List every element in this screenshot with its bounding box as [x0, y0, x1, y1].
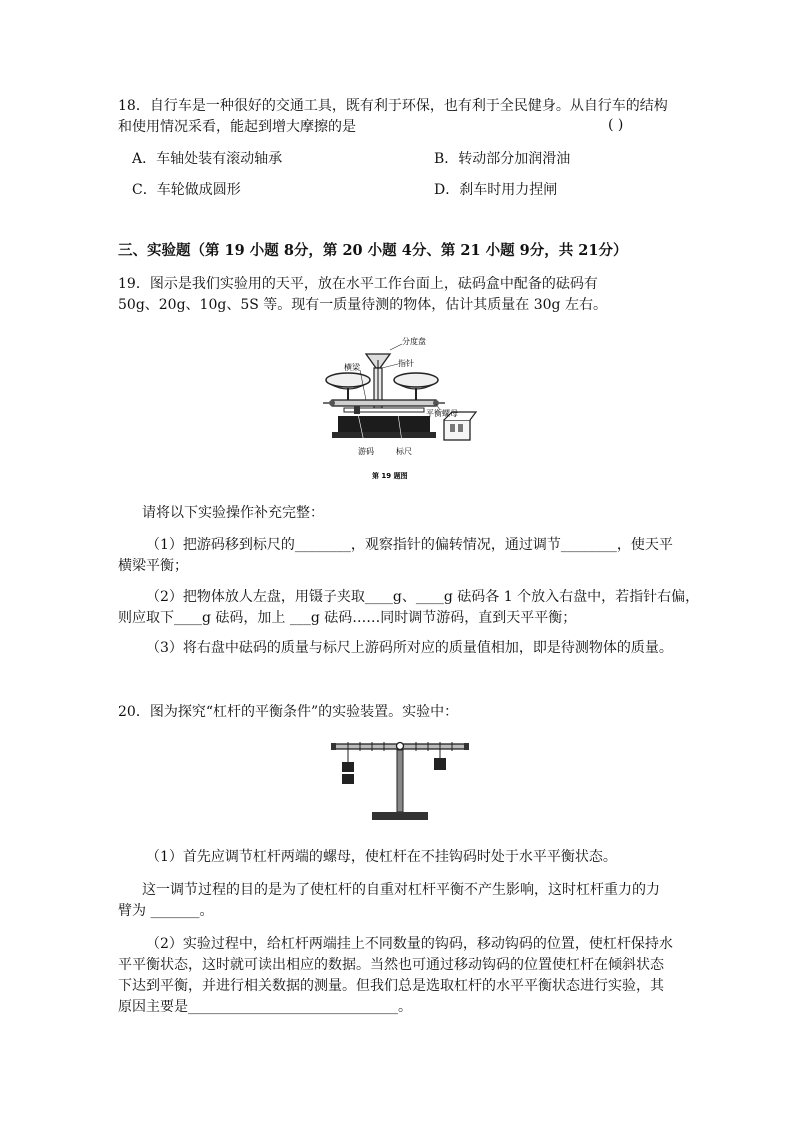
- figure-caption: 第 19 题图: [372, 472, 408, 480]
- rider-shape: [354, 406, 360, 414]
- q20-para-1-line-2: 臂为 _______。: [118, 903, 214, 919]
- right-nut: [433, 400, 439, 406]
- label-nut: 平衡螺母: [426, 409, 458, 418]
- label-beam: 横梁: [344, 363, 360, 372]
- lever-right-nut: [464, 743, 469, 750]
- lever-figure: [330, 732, 470, 832]
- left-weight-1: [342, 762, 354, 772]
- q18-option-c: C．车轮做成圆形: [132, 182, 241, 198]
- left-nut: [329, 400, 335, 406]
- label-rider: 游码: [358, 447, 374, 456]
- q20-step-1: （1）首先应调节杠杆两端的螺母，使杠杆在不挂钩码时处于水平平衡状态。: [146, 849, 617, 865]
- q20-line-1: 20．图为探究“杠杆的平衡条件”的实验装置。实验中：: [118, 704, 459, 720]
- q20-step-2-line-1: （2）实验过程中，给杠杆两端挂上不同数量的钩码，移动钩码的位置，使杠杆保持水: [146, 936, 673, 952]
- q20-step-2-line-4: 原因主要是______________________________。: [118, 999, 412, 1015]
- leader-dial: [390, 344, 402, 350]
- weight-1: [450, 424, 455, 432]
- q19-line-1: 19．图示是我们实验用的天平，放在水平工作台面上，砝码盒中配备的砝码有: [118, 276, 598, 292]
- q20-step-2-line-2: 平平衡状态，这时就可读出相应的数据。当然也可通过移动钩码的位置使杠杆在倾斜状态: [118, 957, 664, 973]
- lever-stand: [397, 750, 403, 812]
- weight-box: [444, 420, 470, 440]
- base-foot: [332, 432, 436, 438]
- q19-line-2: 50g、20g、10g、5S 等。现有一质量待测的物体，估计其质量在 30g 左右。: [118, 297, 607, 313]
- beam-shape: [332, 400, 436, 406]
- lever-stand-base: [372, 812, 428, 820]
- q18-line-2: 和使用情况采看，能起到增大摩擦的是: [118, 119, 356, 135]
- q19-step-1-line-1: （1）把游码移到标尺的________，观察指针的偏转情况，通过调节________，使天平: [146, 537, 673, 553]
- q18-option-d: D．刹车时用力捏闸: [434, 182, 558, 198]
- q19-step-1-line-2: 横梁平衡；: [118, 558, 188, 574]
- label-dial: 分度盘: [402, 337, 426, 346]
- balance-figure: [318, 334, 478, 484]
- label-scale: 标尺: [396, 447, 412, 456]
- lever-pivot: [397, 743, 404, 750]
- base-shape: [338, 416, 430, 434]
- q19-step-3: （3）将右盘中砝码的质量与标尺上游码所对应的质量值相加，即是待测物体的质量。: [146, 640, 673, 656]
- section-3-title: 三、实验题（第 19 小题 8分，第 20 小题 4分、第 21 小题 9分，共 21分）: [118, 242, 628, 259]
- lever-diagram: [330, 732, 470, 832]
- q18-line-1: 18．自行车是一种很好的交通工具，既有利于环保，也有利于全民健身。从自行车的结构: [118, 98, 668, 114]
- left-weight-2: [342, 774, 354, 784]
- q19-step-2-line-2: 则应取下____g 砝码，加上 ___g 砝码……同时调节游码，直到天平平衡；: [118, 610, 577, 626]
- label-pointer: 指针: [398, 359, 414, 368]
- lever-left-nut: [331, 743, 336, 750]
- q18-answer-paren: ( ): [608, 117, 624, 133]
- q20-step-2-line-3: 下达到平衡，并进行相关数据的测量。但我们总是选取杠杆的水平平衡状态进行实验，其: [118, 978, 664, 994]
- right-weight: [434, 758, 446, 770]
- q19-intro: 请将以下实验操作补充完整：: [142, 505, 324, 521]
- balance-diagram: [318, 334, 478, 484]
- q18-option-b: B．转动部分加润滑油: [434, 151, 571, 167]
- weight-2: [458, 424, 463, 432]
- leader-pointer: [382, 364, 398, 368]
- q18-option-a: A．车轴处装有滚动轴承: [132, 151, 283, 167]
- q20-para-1-line-1: 这一调节过程的目的是为了使杠杆的自重对杠杆平衡不产生影响，这时杠杆重力的力: [142, 882, 660, 898]
- q19-step-2-line-1: （2）把物体放人左盘，用镊子夹取____g、____g 砝码各 1 个放入右盘中，若指针右偏，: [146, 589, 700, 605]
